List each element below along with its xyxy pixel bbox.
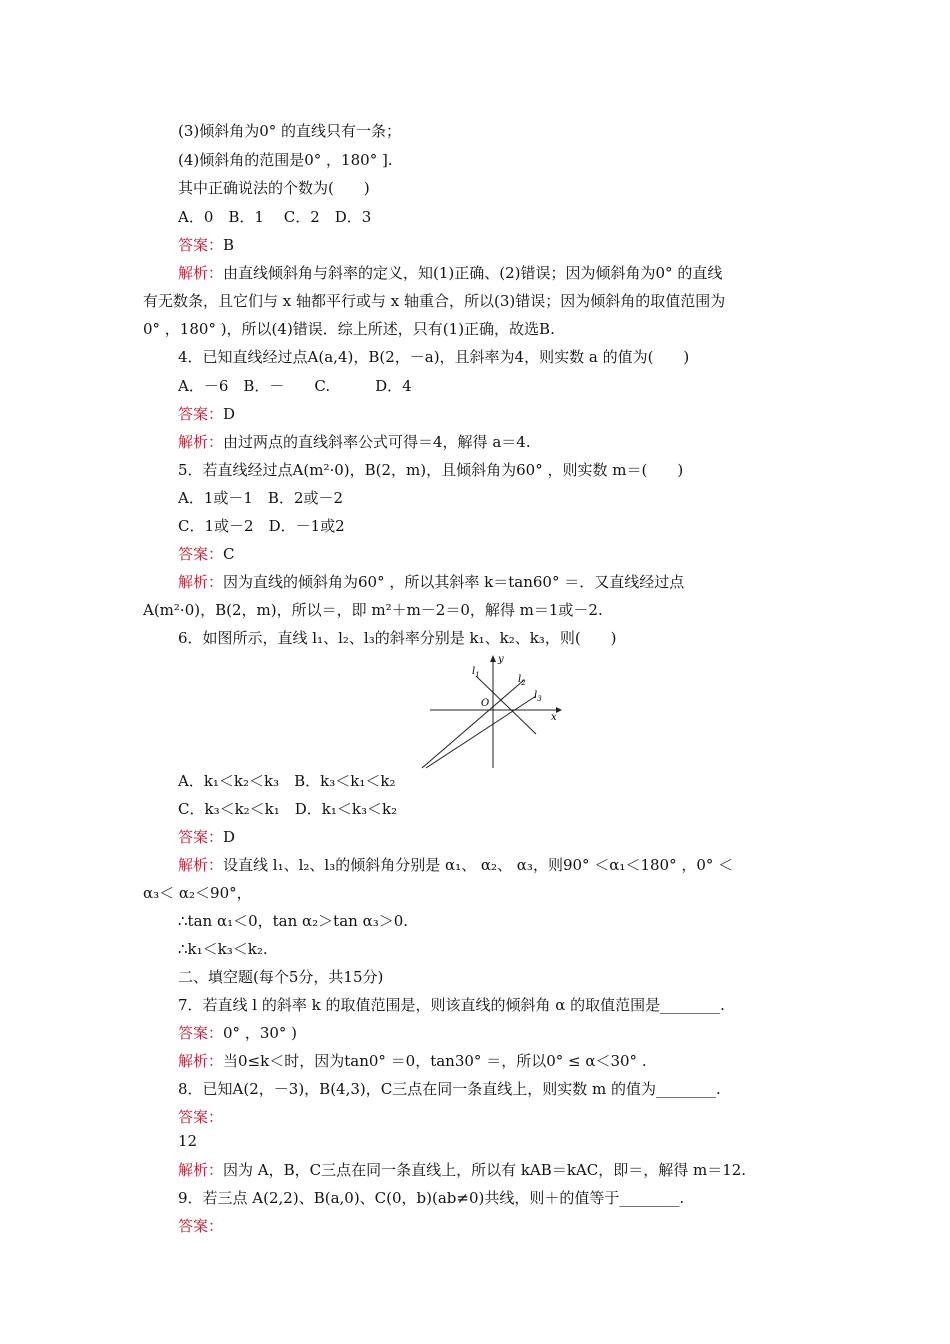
text-line-q6-optsCD bbox=[178, 799, 397, 819]
answer-label: 答案： bbox=[178, 545, 224, 563]
line-text: A．k₁＜k₂＜k₃ B．k₃＜k₁＜k₂ bbox=[178, 772, 396, 790]
text-line-q3-opts bbox=[178, 207, 371, 227]
answer-label: 解析： bbox=[178, 264, 224, 282]
line-text: C bbox=[223, 545, 235, 563]
text-line-q6-exp2 bbox=[143, 883, 252, 903]
line-text: 5．若直线经过点A(m²·0)，B(2，m)，且倾斜角为60° ，则实数 m＝( ) bbox=[178, 461, 684, 479]
line-text: α₃＜ α₂＜90°， bbox=[143, 884, 252, 902]
line-text: 有无数条，且它们与 x 轴都平行或与 x 轴重合，所以(3)错误；因为倾斜角的取值范围为 bbox=[143, 292, 726, 310]
text-line-q6-ans bbox=[178, 827, 235, 847]
line-text: 当0≤k＜时，因为tan0° ＝0，tan30° ＝，所以0° ≤ α＜30° . bbox=[223, 1052, 647, 1070]
text-line-q4-ans bbox=[178, 404, 235, 424]
line-l2 bbox=[422, 680, 524, 768]
text-line-q8 bbox=[178, 1079, 721, 1099]
text-line-q9-ans bbox=[178, 1216, 223, 1236]
answer-label: 答案： bbox=[178, 405, 224, 423]
line-text: D bbox=[223, 405, 236, 423]
answer-label: 解析： bbox=[178, 1052, 224, 1070]
text-line-q8-ans bbox=[178, 1131, 197, 1151]
line-text: 因为直线的倾斜角为60° ，所以其斜率 k＝tan60° ＝．又直线经过点 bbox=[223, 573, 685, 591]
l1-label: $l_1$ bbox=[472, 666, 480, 679]
y-axis-arrow-icon bbox=[490, 655, 496, 662]
l2-label: $l_2$ bbox=[518, 674, 526, 687]
text-line-q3-ans bbox=[178, 235, 234, 255]
line-text: 6．如图所示，直线 l₁、l₂、l₃的斜率分别是 k₁、k₂、k₃，则( ) bbox=[178, 629, 617, 647]
line-text: (3)倾斜角为0° 的直线只有一条； bbox=[178, 122, 402, 140]
line-text: 12 bbox=[178, 1132, 198, 1150]
text-line-q4-opts bbox=[178, 376, 412, 396]
slope-lines-figure bbox=[418, 650, 568, 770]
text-line-q3-s4 bbox=[178, 150, 393, 170]
text-line-q5-ans bbox=[178, 544, 235, 564]
text-line-q8-exp bbox=[178, 1160, 746, 1180]
line-text: D bbox=[223, 828, 236, 846]
line-text: 二、填空题(每个5分，共15分) bbox=[178, 968, 384, 986]
text-line-q4 bbox=[178, 347, 689, 367]
line-text: A．0 B．1 C．2 D．3 bbox=[178, 208, 372, 226]
answer-label: 解析： bbox=[178, 856, 224, 874]
line-text: A(m²·0)，B(2，m)，所以＝，即 m²＋m－2＝0，解得 m＝1或－2. bbox=[143, 601, 603, 619]
line-text: B bbox=[223, 236, 235, 254]
text-line-q7 bbox=[178, 995, 725, 1015]
text-line-q8-ans-label bbox=[178, 1107, 223, 1127]
line-text: 因为 A，B，C三点在同一条直线上，所以有 kAB＝kAC，即＝，解得 m＝12. bbox=[223, 1161, 747, 1179]
answer-label: 解析： bbox=[178, 433, 224, 451]
line-text: ∴tan α₁＜0，tan α₂＞tan α₃＞0. bbox=[178, 912, 409, 930]
answer-label: 答案： bbox=[178, 1108, 224, 1126]
line-text: 7．若直线 l 的斜率 k 的取值范围是，则该直线的倾斜角 α 的取值范围是________. bbox=[178, 996, 725, 1014]
line-text: ∴k₁＜k₃＜k₂. bbox=[178, 940, 268, 958]
text-line-q6-exp4 bbox=[178, 939, 268, 959]
text-line-sec2 bbox=[178, 967, 383, 987]
line-text: 设直线 l₁、l₂、l₃的倾斜角分别是 α₁、 α₂、 α₃，则90° ＜α₁＜180° ，0° ＜ bbox=[223, 856, 734, 874]
text-line-q6 bbox=[178, 628, 617, 648]
answer-label: 答案： bbox=[178, 1217, 224, 1235]
answer-label: 答案： bbox=[178, 236, 224, 254]
line-text: 8．已知A(2，－3)，B(4,3)，C三点在同一条直线上，则实数 m 的值为________. bbox=[178, 1080, 721, 1098]
text-line-q6-exp1 bbox=[178, 855, 733, 875]
answer-label: 解析： bbox=[178, 1161, 224, 1179]
l3-label: $l_3$ bbox=[534, 690, 542, 703]
y-axis-label: y bbox=[498, 654, 504, 665]
text-line-q5-optsCD bbox=[178, 516, 345, 536]
text-line-q3-exp2 bbox=[143, 291, 725, 311]
text-line-q5-exp1 bbox=[178, 572, 684, 592]
answer-label: 答案： bbox=[178, 828, 224, 846]
text-line-q7-exp bbox=[178, 1051, 647, 1071]
text-line-q3-s3 bbox=[178, 121, 401, 141]
text-line-q4-exp bbox=[178, 432, 531, 452]
line-text: A．1或－1 B．2或－2 bbox=[178, 489, 344, 507]
line-text: 由直线倾斜角与斜率的定义，知(1)正确、(2)错误；因为倾斜角为0° 的直线 bbox=[223, 264, 723, 282]
text-line-q7-ans bbox=[178, 1023, 297, 1043]
line-text: 其中正确说法的个数为( ) bbox=[178, 179, 370, 197]
text-line-q9 bbox=[178, 1188, 684, 1208]
answer-label: 解析： bbox=[178, 573, 224, 591]
line-text: C．k₃＜k₂＜k₁ D．k₁＜k₃＜k₂ bbox=[178, 800, 398, 818]
line-text: 9．若三点 A(2,2)、B(a,0)、C(0，b)(ab≠0)共线，则＋的值等于________. bbox=[178, 1189, 685, 1207]
line-text: A．－6 B．－ C. D．4 bbox=[178, 377, 412, 395]
line-text: C．1或－2 D．－1或2 bbox=[178, 517, 345, 535]
answer-label: 答案： bbox=[178, 1024, 224, 1042]
line-text: 0° ，180° )，所以(4)错误．综上所述，只有(1)正确，故选B. bbox=[143, 320, 555, 338]
text-line-q3-exp3 bbox=[143, 319, 555, 339]
text-line-q5-exp2 bbox=[143, 600, 603, 620]
line-text: 4．已知直线经过点A(a,4)，B(2，－a)，且斜率为4，则实数 a 的值为( ) bbox=[178, 348, 690, 366]
x-axis-arrow-icon bbox=[556, 707, 562, 713]
line-text: 0° ，30° ) bbox=[223, 1024, 298, 1042]
text-line-q3-exp1 bbox=[178, 263, 722, 283]
text-line-q5 bbox=[178, 460, 683, 480]
text-line-q5-optsAB bbox=[178, 488, 343, 508]
x-axis-label: x bbox=[551, 712, 557, 723]
text-line-q6-exp3 bbox=[178, 911, 408, 931]
text-line-q6-optsAB bbox=[178, 771, 395, 791]
origin-label: O bbox=[481, 698, 490, 709]
figure-svg bbox=[418, 650, 568, 770]
text-line-q3-ask bbox=[178, 178, 370, 198]
line-text: 由过两点的直线斜率公式可得＝4，解得 a＝4. bbox=[223, 433, 531, 451]
line-text: (4)倾斜角的范围是0° ，180° ]. bbox=[178, 151, 393, 169]
